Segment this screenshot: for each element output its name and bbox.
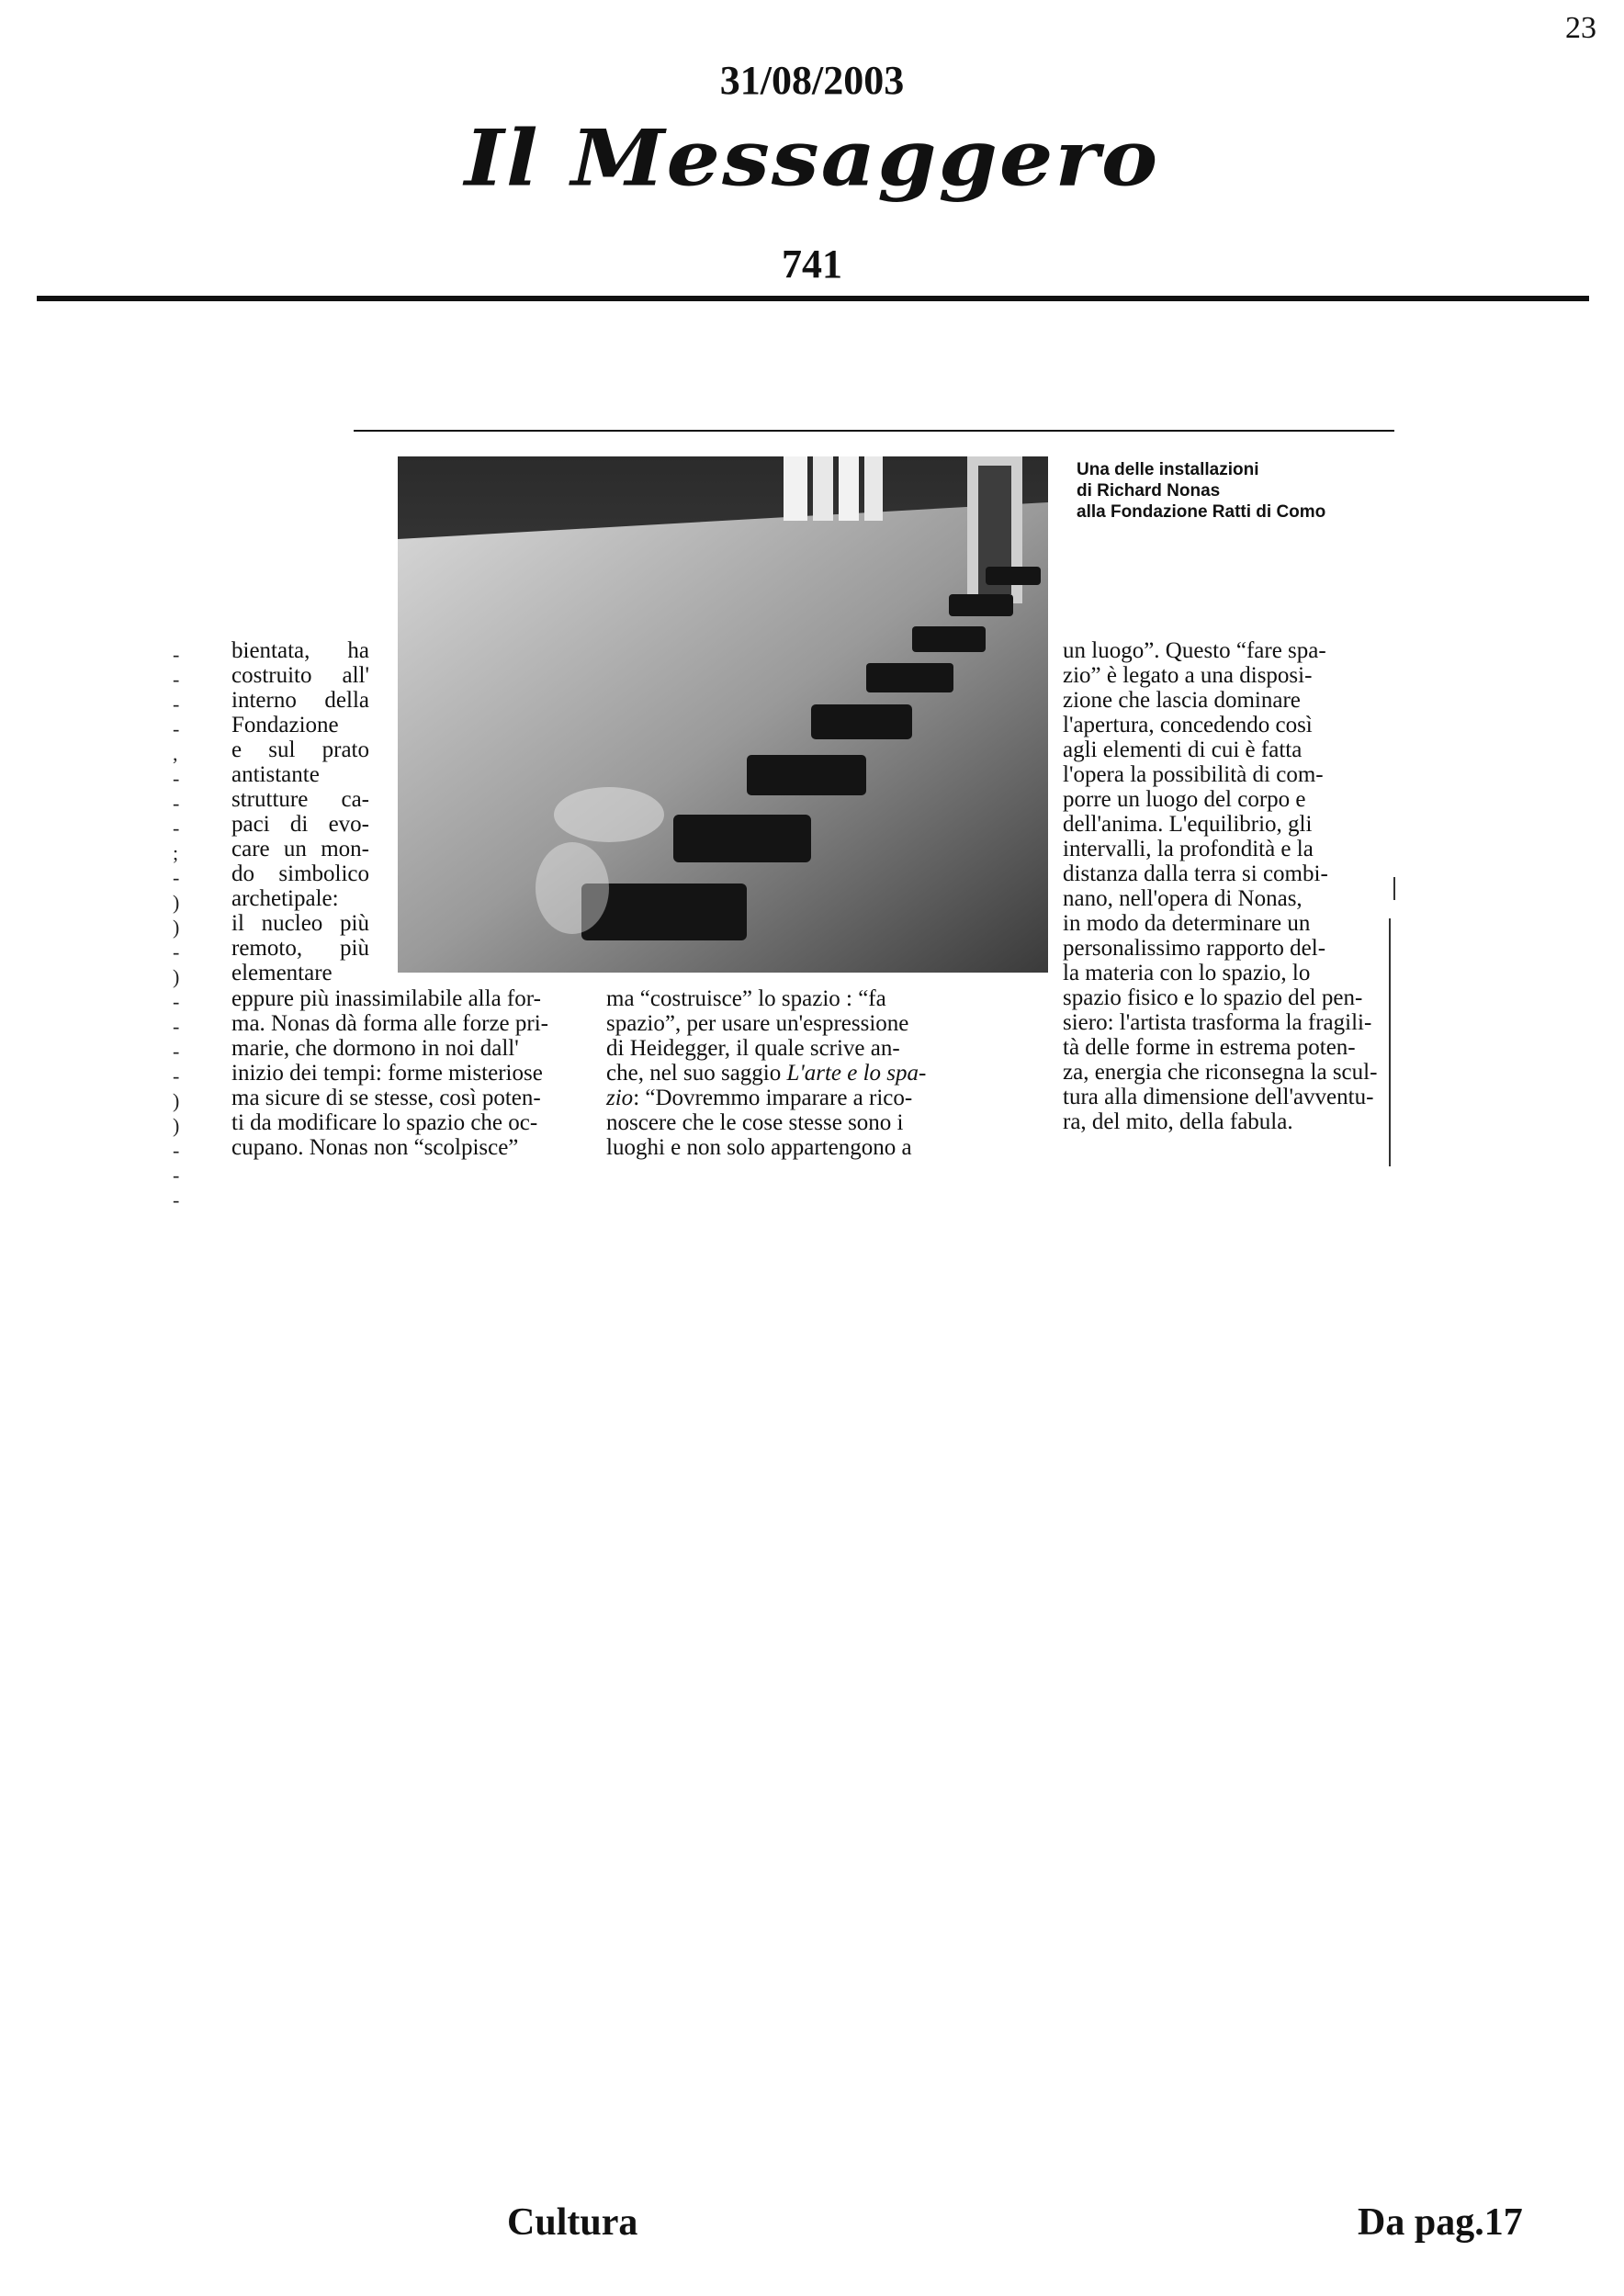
text-line: spazio fisico e lo spazio del pen- [1063, 985, 1363, 1010]
text-line: elementare [231, 961, 333, 985]
photo-caption [1077, 459, 1389, 523]
text-line [606, 1086, 987, 1110]
text-line: siero: l'artista trasforma la fragili- [1063, 1010, 1372, 1035]
text-line: eppure più inassimilabile alla for- [231, 986, 541, 1011]
text-line: za, energia che riconsegna la scul- [1063, 1060, 1378, 1085]
text-line: un luogo”. Questo “fare spa- [1063, 638, 1326, 663]
text-line: l'opera la possibilità di com- [1063, 762, 1324, 787]
text-fragment: : “Dovremmo imparare a rico- [633, 1086, 913, 1110]
text-line: paci di evo- [231, 812, 369, 837]
text-line: e sul prato [231, 737, 369, 762]
article-column-3 [1063, 638, 1398, 1134]
footer-section-label: Cultura [507, 2201, 638, 2244]
header-rule [37, 296, 1589, 301]
clip-number: 741 [782, 242, 842, 287]
text-line: remoto, più [231, 936, 369, 961]
text-line: distanza dalla terra si combi- [1063, 861, 1328, 886]
margin-bar [1389, 918, 1391, 1166]
footer-page-reference: Da pag.17 [1358, 2201, 1523, 2244]
text-line: tà delle forme in estrema poten- [1063, 1035, 1356, 1060]
text-line: dell'anima. L'equilibrio, gli [1063, 812, 1313, 837]
text-line: personalissimo rapporto del- [1063, 936, 1326, 961]
article-column-1-bottom [231, 986, 558, 1160]
book-title: L'arte e lo spa- [786, 1061, 927, 1086]
text-line: strutture ca- [231, 787, 369, 812]
text-line: zio” è legato a una disposi- [1063, 663, 1313, 688]
text-line: tura alla dimensione dell'avventu- [1063, 1085, 1374, 1109]
article-column-2 [606, 986, 987, 1160]
book-title: zio [606, 1086, 634, 1110]
text-line: ma sicure di se stesse, così poten- [231, 1086, 541, 1110]
caption-line: Una delle installazioni [1077, 460, 1259, 479]
installation-photo-art [398, 456, 1048, 973]
text-line: la materia con lo spazio, lo [1063, 961, 1311, 985]
text-line: di Heidegger, il quale scrive an- [606, 1036, 900, 1061]
text-line: antistante [231, 762, 320, 787]
newspaper-masthead: Il Messaggero [464, 112, 1160, 204]
text-line: nano, nell'opera di Nonas, [1063, 886, 1303, 911]
caption-line: alla Fondazione Ratti di Como [1077, 502, 1326, 522]
article-column-1-top [231, 638, 369, 985]
text-line: spazio”, per usare un'espressione [606, 1011, 909, 1036]
article-rule [354, 430, 1394, 432]
text-fragment: che, nel suo saggio [606, 1061, 787, 1086]
text-line: Fondazione [231, 713, 339, 737]
text-line: care un mon- [231, 837, 369, 861]
text-line: ti da modificare lo spazio che oc- [231, 1110, 538, 1135]
text-line: noscere che le cose stesse sono i [606, 1110, 904, 1135]
text-line: il nucleo più [231, 911, 369, 936]
publication-date: 31/08/2003 [719, 58, 905, 103]
margin-marks: - - - - , - - - ; - ) ) - ) - - - - ) ) - - - [173, 643, 180, 1211]
text-line: intervalli, la profondità e la [1063, 837, 1314, 861]
text-line: luoghi e non solo appartengono a [606, 1135, 912, 1160]
text-line: cupano. Nonas non “scolpisce” [231, 1135, 519, 1160]
text-line: zione che lascia dominare [1063, 688, 1301, 713]
text-line: ra, del mito, della fabula. [1063, 1109, 1293, 1134]
text-line: archetipale: [231, 886, 339, 911]
text-line: costruito all' [231, 663, 369, 688]
installation-photo [398, 456, 1048, 973]
caption-line: di Richard Nonas [1077, 481, 1221, 501]
text-line: bientata, ha [231, 638, 369, 663]
text-line: agli elementi di cui è fatta [1063, 737, 1303, 762]
text-line: in modo da determinare un [1063, 911, 1311, 936]
text-line: l'apertura, concedendo così [1063, 713, 1313, 737]
margin-bar [1393, 877, 1395, 900]
text-line: ma “costruisce” lo spazio : “fa [606, 986, 886, 1011]
text-line: porre un luogo del corpo e [1063, 787, 1306, 812]
text-line: marie, che dormono in noi dall' [231, 1036, 519, 1061]
text-line: inizio dei tempi: forme misteriose [231, 1061, 543, 1086]
text-line: interno della [231, 688, 369, 713]
text-line [606, 1061, 987, 1086]
text-line: ma. Nonas dà forma alle forze pri- [231, 1011, 548, 1036]
text-line: do simbolico [231, 861, 369, 886]
page-number: 23 [1565, 11, 1596, 45]
